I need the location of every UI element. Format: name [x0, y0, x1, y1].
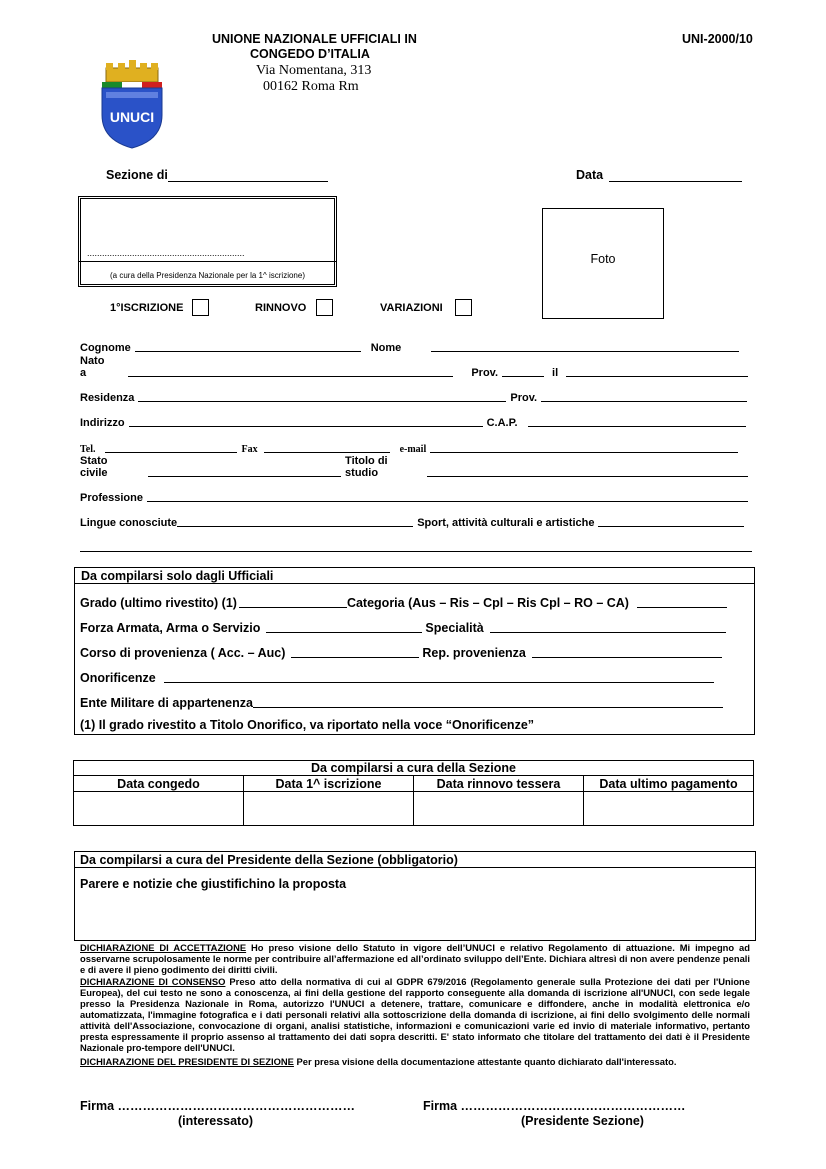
fax-label: Fax	[241, 444, 258, 455]
option-variazioni-label: VARIAZIONI	[380, 302, 443, 314]
row-ente	[80, 694, 730, 710]
row-professione	[80, 490, 752, 504]
prima-iscrizione-checkbox[interactable]	[192, 299, 209, 316]
tel-label: Tel.	[80, 444, 96, 455]
registration-number-box	[78, 196, 337, 287]
photo-label: Foto	[590, 252, 616, 266]
data-label: Data	[576, 168, 604, 182]
stato-civile-label: Stato civile	[80, 455, 108, 479]
specialita-field[interactable]	[490, 632, 726, 633]
il-field[interactable]	[566, 376, 748, 377]
lingue-label: Lingue conosciute	[80, 517, 178, 529]
org-name-line2: CONGEDO D’ITALIA	[250, 47, 370, 61]
email-field[interactable]	[430, 452, 738, 453]
grado-label: Grado (ultimo rivestito) (1)	[80, 596, 237, 610]
cell-data-prima-iscrizione[interactable]	[244, 792, 414, 826]
unuci-crest-logo	[96, 60, 168, 150]
data-line[interactable]	[609, 181, 742, 182]
row-cognome-nome	[80, 340, 752, 354]
row-grado	[80, 594, 730, 610]
ente-field[interactable]	[253, 707, 723, 708]
email-label: e-mail	[399, 444, 427, 455]
row-lingue	[80, 515, 752, 529]
prov2-field[interactable]	[541, 401, 747, 402]
titolo-studio-label: Titolo di studio	[345, 455, 388, 479]
declaration-accettazione	[80, 942, 750, 975]
grado-field[interactable]	[239, 607, 347, 608]
indirizzo-label: Indirizzo	[80, 417, 125, 429]
sezione-line[interactable]	[168, 181, 328, 182]
nato-a-field[interactable]	[128, 376, 454, 377]
cell-data-congedo[interactable]	[74, 792, 244, 826]
option-prima-iscrizione-label: 1°ISCRIZIONE	[110, 302, 184, 314]
il-label: il	[552, 367, 559, 379]
ente-label: Ente Militare di appartenenza	[80, 696, 253, 710]
forza-armata-label: Forza Armata, Arma o Servizio	[80, 621, 261, 635]
col-data-congedo: Data congedo	[74, 776, 244, 792]
rinnovo-checkbox[interactable]	[316, 299, 333, 316]
cap-label: C.A.P.	[486, 417, 518, 429]
fax-field[interactable]	[264, 452, 390, 453]
row-forza-armata	[80, 619, 730, 635]
row-onorificenze	[80, 669, 730, 685]
presidente-decl-title: DICHIARAZIONE DEL PRESIDENTE DI SEZIONE	[80, 1056, 294, 1067]
row-nato	[80, 355, 752, 379]
lingue-field[interactable]	[177, 526, 413, 527]
forza-armata-field[interactable]	[266, 632, 422, 633]
prov-field[interactable]	[502, 376, 544, 377]
onorificenze-field[interactable]	[164, 682, 714, 683]
option-rinnovo-label: RINNOVO	[255, 302, 307, 314]
col-data-prima-iscrizione: Data 1^ iscrizione	[244, 776, 414, 792]
address-line1: Via Nomentana, 313	[256, 63, 372, 78]
declaration-consenso	[80, 976, 750, 1053]
registration-note: (a cura della Presidenza Nazionale per la 1^ iscrizione)	[110, 271, 305, 280]
categoria-label: Categoria (Aus – Ris – Cpl – Ris Cpl – RO – CA)	[346, 596, 629, 610]
org-name-line1: UNIONE NAZIONALE UFFICIALI IN	[212, 32, 417, 46]
specialita-label: Specialità	[425, 621, 484, 635]
corso-label: Corso di provenienza ( Acc. – Auc)	[80, 646, 286, 660]
firma-presidente-label: (Presidente Sezione)	[521, 1114, 644, 1128]
col-data-ultimo-pagamento: Data ultimo pagamento	[584, 776, 754, 792]
firma-presidente-line[interactable]: Firma ………………………………………………	[423, 1099, 686, 1113]
cell-data-ultimo-pagamento[interactable]	[584, 792, 754, 826]
cell-data-rinnovo[interactable]	[414, 792, 584, 826]
cognome-field[interactable]	[135, 351, 361, 352]
grado-note: (1) Il grado rivestito a Titolo Onorifico, va riportato nella voce “Onorificenze”	[80, 718, 535, 732]
presidente-title: Da compilarsi a cura del Presidente della Sezione (obbligatorio)	[80, 853, 458, 867]
parere-field[interactable]	[80, 896, 740, 934]
titolo-studio-field[interactable]	[427, 476, 748, 477]
consenso-title: DICHIARAZIONE DI CONSENSO	[80, 976, 226, 987]
sport-label: Sport, attività culturali e artistiche	[417, 517, 595, 529]
registration-number-dots: ...............................................................	[87, 248, 245, 258]
accettazione-text: Ho preso visione dello Statuto in vigore dell’UNUCI e relativo Regolamento di attuazione. Mi impegno ad osservarne scrupolosamente le norme per contribuire all’affermazione ed all’ordinato sviluppo dell’Ente. Dichiara altresì di non avere pendenze penali e di avere il pieno godimento dei diritti civili.	[80, 942, 751, 975]
col-data-rinnovo: Data rinnovo tessera	[414, 776, 584, 792]
accettazione-title: DICHIARAZIONE DI ACCETTAZIONE	[80, 942, 247, 953]
crest-text: UNUCI	[109, 109, 155, 125]
nato-a-label: Nato a	[80, 355, 105, 379]
presidente-decl-text: Per presa visione della documentazione attestante quanto dichiarato dall'interessato.	[293, 1056, 677, 1067]
prov-label: Prov.	[471, 367, 499, 379]
prov2-label: Prov.	[510, 392, 538, 404]
tel-field[interactable]	[105, 452, 237, 453]
presidente-section	[74, 851, 756, 941]
professione-field[interactable]	[147, 501, 748, 502]
residenza-field[interactable]	[138, 401, 506, 402]
extra-line[interactable]	[80, 551, 752, 552]
sezione-table	[73, 760, 754, 826]
cap-field[interactable]	[528, 426, 746, 427]
sezione-table-title: Da compilarsi a cura della Sezione	[74, 761, 754, 776]
stato-civile-field[interactable]	[148, 476, 341, 477]
rep-label: Rep. provenienza	[422, 646, 526, 660]
professione-label: Professione	[80, 492, 143, 504]
indirizzo-field[interactable]	[129, 426, 483, 427]
categoria-field[interactable]	[637, 607, 727, 608]
row-residenza	[80, 390, 752, 404]
residenza-label: Residenza	[80, 392, 135, 404]
photo-box[interactable]	[542, 208, 664, 319]
cognome-label: Cognome	[80, 342, 131, 354]
sport-field[interactable]	[598, 526, 744, 527]
consenso-text: Preso atto della normativa di cui al GDPR 679/2016 (Regolamento generale sulla Protezione dei dati per l'Unione Europea), del cui testo ne sono a conoscenza, ai fini della gestione del rapporto conseguente alla domanda di iscrizione all'UNUCI, con sede legale presso la Presidenza Nazionale in Roma, autorizzo l'UNUCI a detenere, trattare, comunicare e diffondere, anche in modalità elettronica e/o automatizzata, l'immagine fotografica e i dati personali relativi alla sottoscrizione della domanda di iscrizione, ai fini dello svolgimento delle normali attività dell'Associazione, convocazione di organi, analisi statistiche, informazioni e comunicazioni varie ed invio di materiale informativo, pertanto presta espressamente il proprio assenso al trattamento dei dati sopra descritti. E' stato informato che titolare del trattamento dei dati è il Presidente Nazionale pro-tempore dell'UNUCI.	[80, 976, 750, 1053]
onorificenze-label: Onorificenze	[80, 671, 156, 685]
declaration-presidente	[80, 1056, 750, 1067]
variazioni-checkbox[interactable]	[455, 299, 472, 316]
corso-field[interactable]	[291, 657, 419, 658]
firma-interessato-label: (interessato)	[178, 1114, 254, 1128]
nome-field[interactable]	[431, 351, 739, 352]
firma-interessato-line[interactable]: Firma …………………………………………………	[80, 1099, 356, 1113]
rep-field[interactable]	[532, 657, 722, 658]
parere-label: Parere e notizie che giustifichino la proposta	[80, 877, 347, 891]
row-corso	[80, 644, 730, 660]
form-code: UNI-2000/10	[682, 32, 753, 46]
address-line2: 00162 Roma Rm	[263, 79, 359, 94]
sezione-label: Sezione di	[106, 168, 168, 182]
row-indirizzo	[80, 415, 752, 429]
nome-label: Nome	[370, 342, 402, 354]
row-contatti	[80, 441, 752, 455]
officers-title: Da compilarsi solo dagli Ufficiali	[81, 569, 274, 583]
row-stato-civile	[80, 455, 752, 479]
